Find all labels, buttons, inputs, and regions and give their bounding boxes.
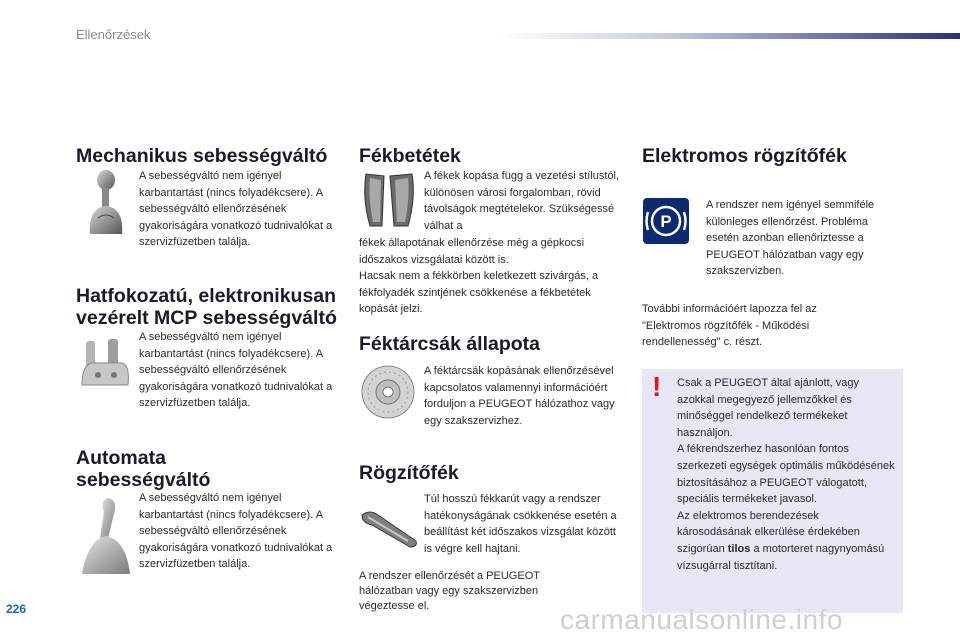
brake-disc-icon	[360, 364, 416, 420]
warning-exclamation-icon: !	[652, 371, 662, 402]
fekbetetek-text-full: fékek állapotának ellenőrzése még a gépkocsi időszakos vizsgálatai között is.	[359, 237, 585, 266]
parking-brake-letter: P	[660, 212, 672, 231]
handbrake-icon	[358, 505, 420, 549]
note-text-3-after: a motorteret nagynyomású vízsugárral tisztítani.	[677, 542, 885, 572]
watermark: carmanualsonline.info	[560, 604, 843, 635]
note-text-3	[677, 508, 895, 574]
section-title-hatfokozatu-line1: Hatfokozatú, elektronikusan	[76, 285, 337, 307]
hatfokozatu-text: A sebességváltó nem igényel karbantartást (nincs folyadékcsere). A sebességváltó ellenőrzésének gyakoriságára vonatkozó tudnivalókat a szervizfüzetben találja.	[139, 331, 333, 410]
rogzitofek-text: Túl hosszú fékkarút vagy a rendszer hatékonyságának csökkenése esetén a beállítást két időszakos vizsgálat között is végre kell hajtani.	[424, 493, 617, 555]
elektromos-text: A rendszer nem igényel semmiféle különleges ellenőrzést. Probléma esetén azonban ellenőriztesse a PEUGEOT hálózatban vagy egy szakszervizben.	[706, 199, 875, 278]
section-title-automata-line1: Automata	[76, 447, 166, 469]
fekbetetek-text-indented: A fékek kopása függ a vezetési stílustól, különösen városi forgalomban, rövid távolságok megtételekor. Szükségessé válhat a	[424, 170, 620, 232]
note-text	[677, 375, 895, 574]
note-text-1: Csak a PEUGEOT által ajánlott, vagy azokkal megegyező jellemzőkkel és minőséggel rendelkező termékeket használjon.	[677, 377, 859, 439]
section-title-mechanikus: Mechanikus sebességváltó	[76, 145, 328, 167]
mechanikus-text: A sebességváltó nem igényel karbantartást (nincs folyadékcsere). A sebességváltó ellenőrzésének gyakoriságára vonatkozó tudnivalókat a szervizfüzetben találja.	[139, 170, 333, 249]
section-title-fekbetetek: Fékbetétek	[359, 145, 461, 167]
section-title-automata	[76, 447, 210, 491]
header-title: Ellenőrzések	[76, 27, 151, 42]
fekbetetek-text-p2: Hacsak nem a fékkörben keletkezett szivárgás, a fékfolyadék szintjének csökkenése a fékbetétek kopását jelzi.	[359, 270, 599, 316]
header-bar	[500, 33, 960, 39]
brake-pads-icon	[360, 168, 418, 232]
automata-text: A sebességváltó nem igényel karbantartást (nincs folyadékcsere). A sebességváltó ellenőrzésének gyakoriságára vonatkozó tudnivalókat a szervizfüzetben találja.	[139, 492, 333, 571]
mcp-gear-icon	[78, 335, 132, 387]
section-title-fektarcsak: Féktárcsák állapota	[359, 333, 541, 355]
page-number: 226	[6, 602, 27, 616]
section-title-hatfokozatu	[76, 285, 337, 329]
section-title-rogzitofek: Rögzítőfék	[359, 462, 459, 484]
fektarcsak-text: A féktárcsák kopásának ellenőrzésével kapcsolatos valamennyi információért forduljon a PEUGEOT hálózathoz vagy egy szakszervizhez.	[424, 365, 615, 427]
note-text-3-before: Az elektromos berendezések károsodásának elkerülése érdekében szigorúan	[677, 509, 860, 555]
gear-shift-icon	[80, 168, 132, 238]
section-title-hatfokozatu-line2: vezérelt MCP sebességváltó	[76, 307, 337, 329]
section-title-automata-line2: sebességváltó	[76, 469, 211, 491]
note-text-2: A fékrendszerhez hasonlóan fontos szerkezeti egységek optimális működésének biztosításához a PEUGEOT válogatott, speciális termékeket javasol.	[677, 443, 895, 506]
rogzitofek-text2: A rendszer ellenőrzését a PEUGEOT hálózatban vagy egy szakszervizben végeztesse el.	[359, 570, 540, 612]
automatic-gear-icon	[78, 494, 134, 576]
note-text-3-bold: tilos	[727, 542, 751, 555]
section-title-elektromos: Elektromos rögzítőfék	[642, 145, 847, 167]
elektromos-text2: További információért lapozza fel az "Elektromos rögzítőfék - Működési rendellenesség" c. részt.	[642, 303, 817, 349]
parking-brake-p-icon	[643, 198, 689, 244]
